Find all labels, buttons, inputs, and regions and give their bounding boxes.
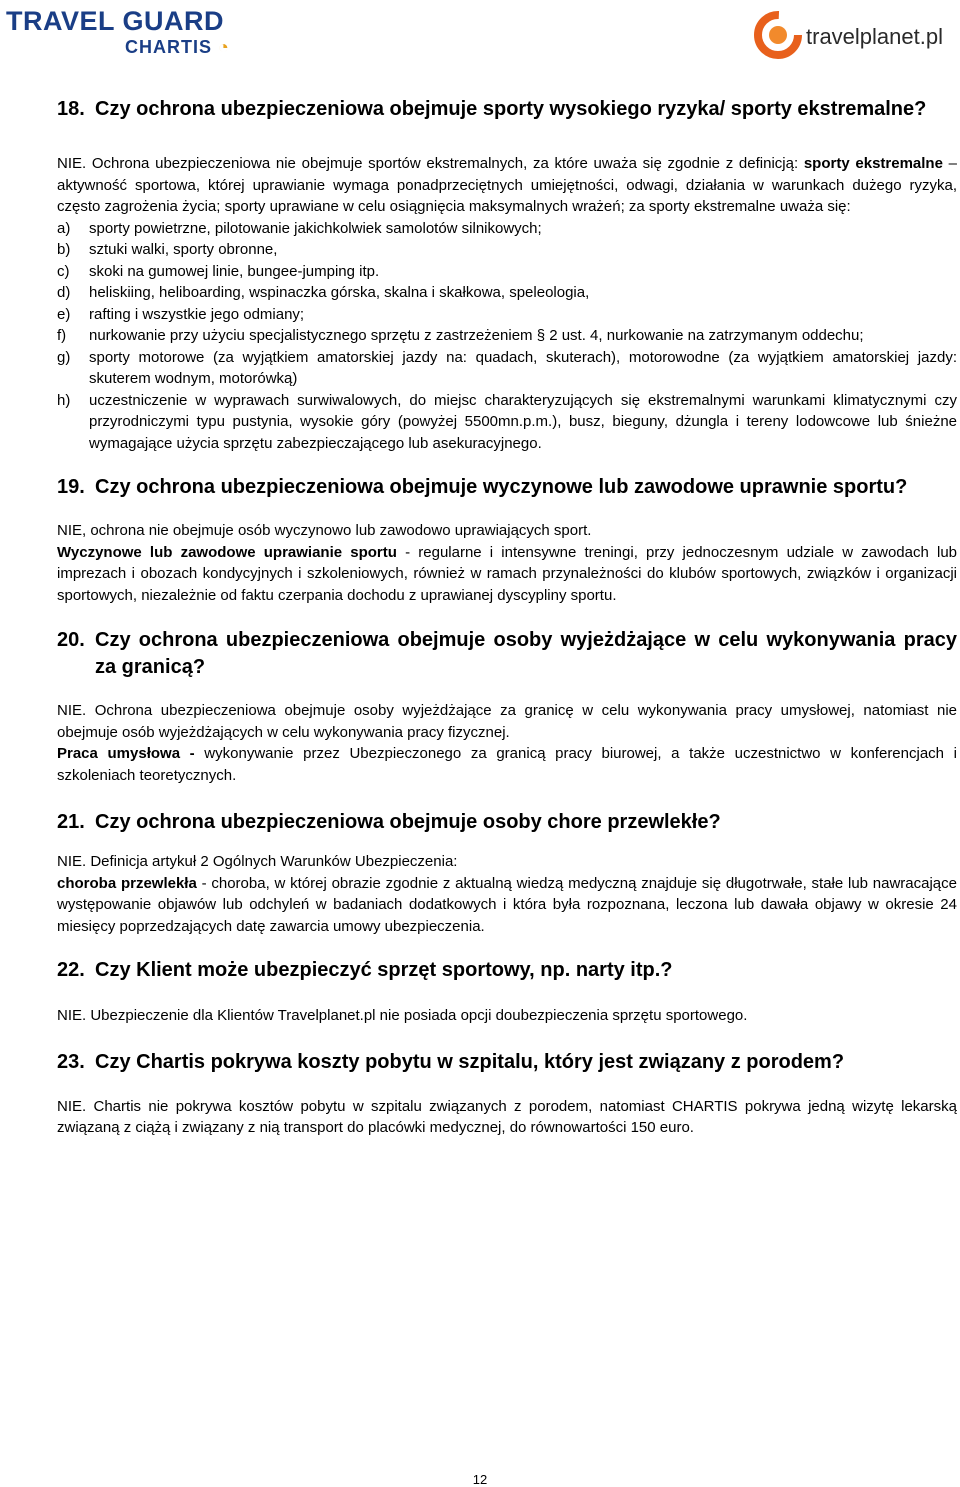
page-number: 12 bbox=[472, 1472, 488, 1487]
section-20 bbox=[57, 627, 957, 786]
section-definition: Wyczynowe lub zawodowe uprawianie sportu - regularne i intensywne treningi, przy jednoczesnym udziale w zawodach lub imprezach i obozach kondycyjnych i szkoleniowych, również w ramach przynależności do klubów sportowych, związków i organizacji sportowych, niezależnie od faktu czerpania dochodu z uprawianej dyscypliny sportu. bbox=[57, 543, 958, 604]
section-heading: 23. Czy Chartis pokrywa koszty pobytu w szpitalu, który jest związany z porodem? bbox=[57, 1050, 845, 1073]
section-definition: choroba przewlekła - choroba, w której obrazie zgodnie z aktualną wiedzą medyczną znajduje się długotrwałe, stałe lub nawracające występowanie objawów lub odchyleń w badaniach dodatkowych i która była rozpoznana, leczona lub dawała objawy w okresie 24 miesięcy poprzedzających datę zawarcia umowy ubezpieczenia. bbox=[57, 874, 957, 935]
section-answer: NIE. Ochrona ubezpieczeniowa nie obejmuje sportów ekstremalnych, za które uważa się zgodnie z definicją: sporty ekstremalne – aktywność sportowa, której uprawianie wymaga ponadprzeciętnych umiejętności, odwagi, działania w warunkach dużego ryzyka, często zagrożenia życia; sporty uprawiane w celu osiągnięcia maksymalnych wrażeń; za sporty ekstremalne uważa się: bbox=[57, 155, 957, 215]
list-item: h) uczestniczenie w wyprawach surwiwalowych, do miejsc charakteryzujących się ekstremalnymi warunkami klimatycznymi czy przyrodniczymi typu pustynia, wysokie góry (powyżej 5500mn.p.m.), busz, bieguny, dżungla i tereny lodowcowe lub śnieżne wymagające użycia sprzętu zabezpieczającego lub asekuracyjnego. bbox=[57, 391, 957, 452]
chartis-logo-text: CHARTIS bbox=[125, 37, 212, 57]
section-22 bbox=[57, 957, 957, 1027]
section-heading: 20. Czy ochrona ubezpieczeniowa obejmuje osoby wyjeżdżające w celu wykonywania pracy za granicą? bbox=[57, 629, 957, 678]
section-18 bbox=[57, 96, 957, 454]
section-answer: NIE. Ochrona ubezpieczeniowa obejmuje osoby wyjeżdżające za granicę w celu wykonywania pracy umysłowej, natomiast nie obejmuje osób wyjeżdżających w celu wykonywania pracy fizycznej. bbox=[57, 702, 957, 741]
list-item: c) skoki na gumowej linie, bungee-jumping itp. bbox=[57, 262, 380, 280]
definition-term: choroba przewlekła bbox=[57, 874, 197, 892]
travelplanet-logo bbox=[752, 8, 952, 58]
section-definition: Praca umysłowa - wykonywanie przez Ubezpieczonego za granicą pracy biurowej, a także uczestnictwo w konferencjach i szkoleniach teoretycznych. bbox=[57, 745, 957, 784]
list-item: g) sporty motorowe (za wyjątkiem amatorskiej jazdy na: quadach, skuterach), motorowodne (za wyjątkiem amatorskiej jazdy: skuterem wodnym, motorówką) bbox=[57, 348, 957, 387]
section-answer: NIE, ochrona nie obejmuje osób wyczynowo lub zawodowo uprawiających sport. bbox=[57, 522, 592, 539]
travelplanet-logo-text: travelplanet.pl bbox=[806, 24, 943, 49]
definition-term: Wyczynowe lub zawodowe uprawianie sportu bbox=[57, 543, 397, 561]
list-item: d) heliskiing, heliboarding, wspinaczka górska, skalna i skałkowa, speleologia, bbox=[57, 284, 590, 301]
section-answer: NIE. Chartis nie pokrywa kosztów pobytu w szpitalu związanych z porodem, natomiast CHARTIS pokrywa jedną wizytę lekarską związaną z ciążą i związany z nią transport do placówki medycznej, do równowartości 150 euro. bbox=[57, 1097, 957, 1136]
extreme-sports-list bbox=[57, 218, 957, 455]
section-answer: NIE. Definicja artykuł 2 Ogólnych Warunków Ubezpieczenia: bbox=[57, 853, 458, 870]
definition-term: sporty ekstremalne bbox=[803, 155, 943, 172]
section-19 bbox=[57, 474, 957, 606]
section-23 bbox=[57, 1049, 957, 1139]
section-answer: NIE. Ubezpieczenie dla Klientów Travelplanet.pl nie posiada opcji doubezpieczenia sprzętu sportowego. bbox=[57, 1007, 748, 1024]
section-heading: 21. Czy ochrona ubezpieczeniowa obejmuje osoby chore przewlekłe? bbox=[57, 811, 721, 833]
section-heading: 19. Czy ochrona ubezpieczeniowa obejmuje wyczynowe lub zawodowe uprawnie sportu? bbox=[57, 476, 908, 498]
section-heading: 18. Czy ochrona ubezpieczeniowa obejmuje sporty wysokiego ryzyka/ sporty ekstremalne? bbox=[57, 98, 927, 120]
chartis-mark-icon: ◔ bbox=[218, 37, 230, 57]
list-item: b) sztuki walki, sporty obronne, bbox=[57, 241, 278, 258]
page-header bbox=[0, 0, 960, 70]
list-item: a) sporty powietrzne, pilotowanie jakichkolwiek samolotów silnikowych; bbox=[57, 219, 542, 237]
definition-term: Praca umysłowa - bbox=[57, 745, 195, 762]
section-heading: 22. Czy Klient może ubezpieczyć sprzęt sportowy, np. narty itp.? bbox=[57, 959, 673, 981]
travel-guard-logo bbox=[6, 6, 236, 58]
travelplanet-swirl-icon bbox=[752, 8, 808, 60]
list-item: f) nurkowanie przy użyciu specjalistycznego sprzętu z zastrzeżeniem § 2 ust. 4, nurkowanie na zatrzymanym oddechu; bbox=[57, 327, 864, 344]
list-item: e) rafting i wszystkie jego odmiany; bbox=[57, 305, 305, 323]
travel-guard-logo-text: TRAVEL GUARD bbox=[6, 6, 225, 36]
section-21 bbox=[57, 809, 957, 937]
document-body bbox=[57, 96, 957, 1139]
